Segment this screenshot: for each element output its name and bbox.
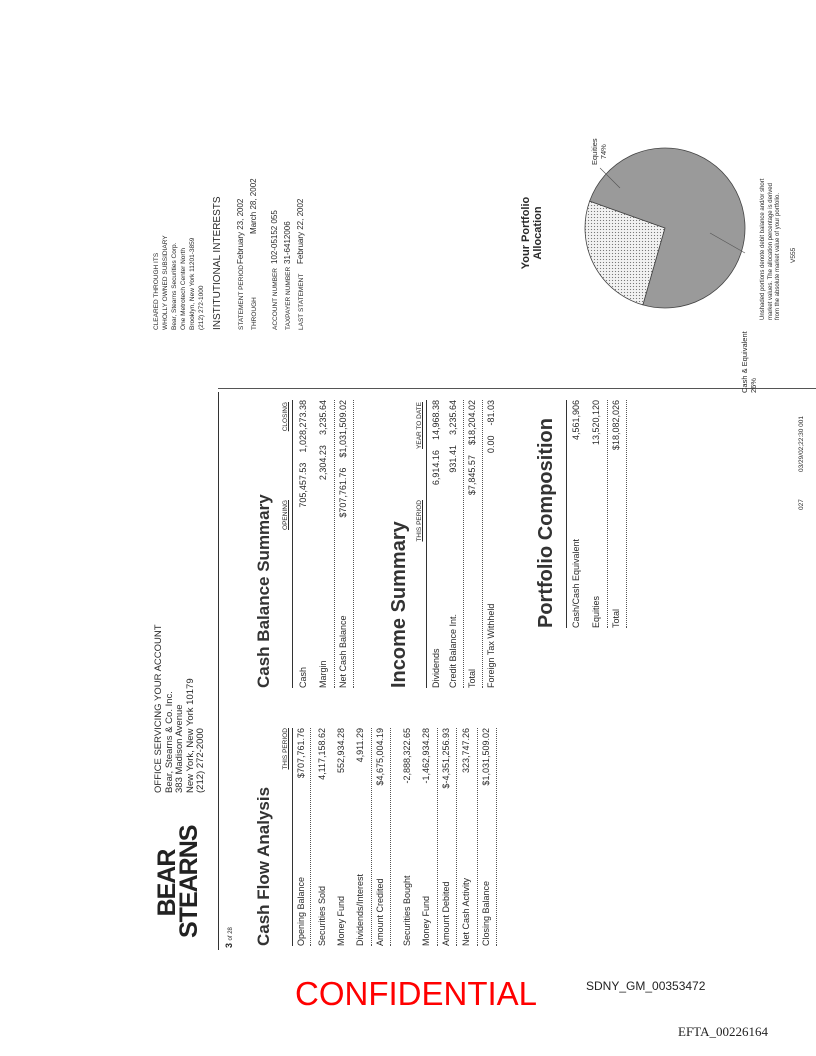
cash-flow-top-rule xyxy=(292,728,293,946)
clearing-line6: (212) 272-1000 xyxy=(198,285,205,330)
statement-info xyxy=(235,100,308,330)
statement-period-label: STATEMENT PERIOD xyxy=(238,264,245,330)
footer-code: 027 xyxy=(798,499,805,510)
cash-balance-row: Cash 1,028,273.38 705,457.53 xyxy=(298,400,308,688)
portfolio-row: Cash/Cash Equivalent 4,561,906 xyxy=(571,400,581,628)
income-title: Income Summary xyxy=(388,521,410,688)
cash-flow-row: Securities Sold 4,117,158.62 xyxy=(317,728,327,946)
cash-balance-row: Margin 3,235.64 2,304.23 xyxy=(318,400,328,688)
confidential-stamp: CONFIDENTIAL xyxy=(295,975,538,1012)
cash-flow-row: Dividends/Interest 4,911.29 xyxy=(355,728,365,946)
allocation-note-line2: market values. The allocation percentage is derived xyxy=(767,183,774,320)
cash-flow-row: Money Fund 552,934.28 xyxy=(336,728,346,946)
page-total: of 28 xyxy=(228,927,234,941)
clearing-line4: One Metrotech Center North xyxy=(180,247,187,330)
allocation-note xyxy=(760,110,783,320)
portfolio-top-rule xyxy=(566,400,567,628)
page-number: 3 xyxy=(224,942,234,948)
through-label: THROUGH xyxy=(251,297,258,330)
cash-flow-row: Amount Credited $4,675,004.19 xyxy=(375,728,385,946)
cash-flow-row: Money Fund -1,462,934.28 xyxy=(421,728,431,946)
equities-slice-pct: 74% xyxy=(599,144,608,160)
equities-slice-label xyxy=(590,138,608,165)
page-indicator xyxy=(224,927,234,948)
income-col-period: THIS PERIOD xyxy=(416,500,423,542)
clearing-line1: CLEARED THROUGH ITS xyxy=(153,252,160,330)
account-number-value: 102-05152 055 xyxy=(270,210,279,264)
logo-line2: STEARNS xyxy=(175,825,203,938)
cash-balance-col-close: CLOSING xyxy=(282,402,289,432)
income-row: Total $18,204.02 $7,845.57 xyxy=(467,400,477,688)
statement-period-value: February 23, 2002 xyxy=(236,198,245,264)
account-number-label: ACCOUNT NUMBER xyxy=(272,268,279,330)
income-col-ytd: YEAR TO DATE xyxy=(416,402,423,449)
income-row: Foreign Tax Withheld -81.03 0.00 xyxy=(486,400,496,688)
allocation-title-line2: Allocation xyxy=(532,206,544,260)
office-line2: Bear, Stearns & Co. Inc. xyxy=(163,691,175,793)
cash-balance-title: Cash Balance Summary xyxy=(254,494,273,688)
office-address xyxy=(154,573,207,793)
allocation-note-line3: from the absolute market value of your portfolio. xyxy=(775,192,781,320)
bear-stearns-logo xyxy=(153,825,203,938)
income-top-rule xyxy=(426,400,427,688)
header-vertical-rule xyxy=(218,388,816,389)
rotated-statement-page xyxy=(150,98,816,968)
taxpayer-number-value: 31-6412006 xyxy=(283,221,292,264)
cash-balance-row: Net Cash Balance $1,031,509.02 $707,761.76 xyxy=(338,400,348,688)
office-line5: (212) 272-2000 xyxy=(195,728,206,793)
portfolio-row: Equities 13,520,120 xyxy=(591,400,601,628)
cash-flow-col-head: THIS PERIOD xyxy=(282,728,289,770)
office-line3: 383 Madison Avenue xyxy=(174,704,185,793)
logo-line1: BEAR xyxy=(153,849,181,917)
taxpayer-number-label: TAXPAYER NUMBER xyxy=(285,266,292,330)
last-statement-value: February 22, 2002 xyxy=(296,198,305,264)
clearing-info xyxy=(152,100,206,330)
equities-slice-name: Equities xyxy=(590,138,599,165)
allocation-title xyxy=(520,173,544,293)
cash-balance-top-rule xyxy=(292,400,293,688)
office-line1: OFFICE SERVICING YOUR ACCOUNT xyxy=(153,624,164,793)
cash-flow-row: Opening Balance $707,761.76 xyxy=(296,728,306,946)
allocation-title-line1: Your Portfolio xyxy=(520,196,532,270)
last-statement-label: LAST STATEMENT xyxy=(298,273,305,330)
efta-number: EFTA_00226164 xyxy=(678,1024,768,1039)
through-value: March 28, 2002 xyxy=(249,178,258,234)
office-line4: New York, New York 10179 xyxy=(184,678,196,793)
portfolio-row: Total $18,082,026 xyxy=(611,400,621,628)
clearing-line2: WHOLLY OWNED SUBSIDIARY xyxy=(162,235,169,330)
clearing-line5: Brooklyn, New York 11201-3859 xyxy=(189,237,196,330)
cash-balance-col-open: OPENING xyxy=(282,500,289,530)
cash-flow-row: Closing Balance $1,031,509.02 xyxy=(481,728,491,946)
cash-flow-title: Cash Flow Analysis xyxy=(254,786,273,946)
income-row: Credit Balance Int. 3,235.64 931.41 xyxy=(448,400,458,688)
clearing-line3: Bear, Stearns Securities Corp. xyxy=(171,242,178,330)
footer-timestamp: 03/29/02;22:30 001 xyxy=(798,415,805,472)
cash-slice-pct: 26% xyxy=(749,377,758,393)
cash-flow-row: Net Cash Activity 323,747.26 xyxy=(461,728,471,946)
cash-flow-row: Amount Debited $-4,351,256.93 xyxy=(441,728,451,946)
cash-slice-name: Cash & Equivalent xyxy=(740,331,749,393)
income-row: Dividends 14,968.38 6,914.16 xyxy=(431,400,441,688)
portfolio-title: Portfolio Composition xyxy=(535,418,557,628)
allocation-code: V555 xyxy=(790,247,797,263)
cash-flow-row: Securities Bought -2,888,322.65 xyxy=(402,728,412,946)
allocation-note-line1: Unshaded portions denote debit balance and/or short xyxy=(760,178,766,320)
bates-number: SDNY_GM_00353472 xyxy=(586,979,706,993)
account-name: INSTITUTIONAL INTERESTS xyxy=(212,196,223,330)
header-rule-left xyxy=(218,392,219,950)
cash-slice-label xyxy=(740,331,758,393)
